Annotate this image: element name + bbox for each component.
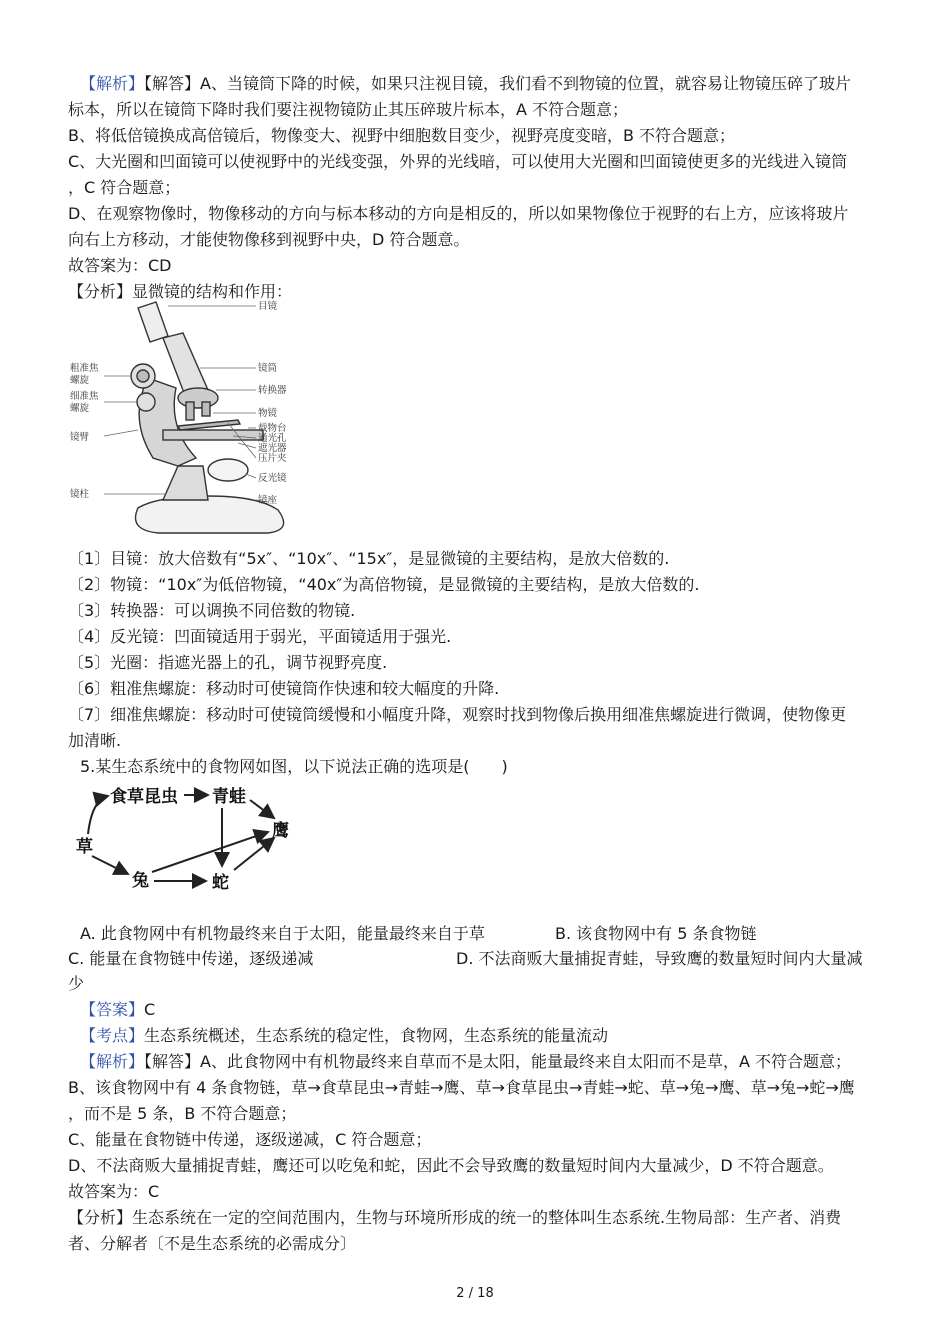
node-snake: 蛇 [212,873,229,893]
kaodian-row [80,1024,900,1048]
label-diaphragm: 遮光器 [258,443,287,454]
label-eyepiece: 目镜 [258,301,278,312]
analysis-line-4: C、大光圈和凹面镜可以使视野中的光线变强，外界的光线暗，可以使用大光圈和凹面镜使更多的光线进入镜筒 [68,152,848,171]
structure-item-7-cont: 加清晰. [68,731,122,750]
option-c[interactable]: C. 能量在食物链中传递，逐级递减 [68,949,314,968]
label-coarse-1: 粗准焦 [70,363,99,374]
option-d-cont: 少 [68,974,85,993]
fenxi-line-2: 者、分解者〔不是生态系统的必需成分〕 [68,1234,357,1253]
node-grass: 草 [76,837,93,857]
label-fine-2: 螺旋 [70,403,90,414]
answer-tag: 【答案】 [80,1000,145,1019]
structure-item-7: 〔7〕细准焦螺旋：移动时可使镜筒缓慢和小幅度升降，观察时找到物像后换用细准焦螺旋进行微调，使物像更 [68,705,847,724]
node-hawk: 鹰 [272,821,289,841]
label-arm: 镜臂 [70,432,90,443]
label-objective: 物镜 [258,408,278,419]
option-d[interactable]: D. 不法商贩大量捕捉青蛙，导致鹰的数量短时间内大量减 [456,949,863,968]
answer-row [80,998,900,1022]
answer-value: C [144,1000,156,1019]
label-stage-clip: 压片夹 [258,453,287,464]
label-tube: 镜筒 [258,363,278,374]
analysis-heading: 【分析】显微镜的结构和作用： [68,282,293,301]
food-web-diagram [72,780,302,898]
label-fine-1: 细准焦 [70,391,99,402]
analysis-line-1: 【解析】【解答】A、当镜筒下降的时候，如果只注视目镜，我们看不到物镜的位置，就容易让物镜压碎了玻片 [80,74,851,93]
node-insect: 食草昆虫 [110,787,178,807]
analysis-line-7: 向右上方移动，才能使物像移到视野中央，D 符合题意。 [68,230,470,249]
label-mirror: 反光镜 [258,473,287,484]
jieda-tag-2: 【解答】 [144,1052,201,1071]
label-aperture: 通光孔 [258,433,287,444]
node-rabbit: 兔 [132,871,149,891]
jiexi-line-2: B、该食物网中有 4 条食物链，草→食草昆虫→青蛙→鹰、草→食草昆虫→青蛙→蛇、草→兔→鹰、草→兔→蛇→鹰 [68,1078,855,1097]
structure-item-6: 〔6〕粗准焦螺旋：移动时可使镜筒作快速和较大幅度的升降. [68,679,500,698]
kaodian-text: 生态系统概述，生态系统的稳定性，食物网，生态系统的能量流动 [144,1026,609,1045]
jiexi-answer: 故答案为：C [68,1182,160,1201]
kaodian-tag: 【考点】 [80,1026,145,1045]
jiexi-line-5: D、不法商贩大量捕捉青蛙，鹰还可以吃兔和蛇，因此不会导致鹰的数量短时间内大量减少，D 不符合题意。 [68,1156,834,1175]
label-stage: 载物台 [258,423,287,434]
jiexi-line-3: ，而不是 5 条，B 不符合题意； [68,1104,297,1123]
arrow-snake-hawk [234,838,274,870]
jieda-tag: 【解答】 [144,74,201,93]
page-number: 2 / 18 [456,1286,494,1301]
jiexi-tag-2: 【解析】 [80,1052,145,1071]
structure-item-2: 〔2〕物镜：“10x″为低倍物镜，“40x″为高倍物镜，是显微镜的主要结构，是放大倍数的. [68,575,700,594]
analysis-line-3: B、将低倍镜换成高倍镜后，物像变大、视野中细胞数目变少，视野亮度变暗，B 不符合题意； [68,126,736,145]
option-a[interactable]: A. 此食物网中有机物最终来自于太阳，能量最终来自于草 [80,924,485,943]
jiexi-row: 【解析】【解答】A、此食物网中有机物最终来自草而不是太阳，能量最终来自太阳而不是草，A 不符合题意； [80,1052,852,1071]
structure-item-4: 〔4〕反光镜：凹面镜适用于弱光，平面镜适用于强光. [68,627,452,646]
label-coarse-2: 螺旋 [70,375,90,386]
jiexi-line-4: C、能量在食物链中传递，逐级递减，C 符合题意； [68,1130,432,1149]
label-base: 镜座 [258,495,278,506]
answer-line: 故答案为：CD [68,256,172,275]
structure-item-5: 〔5〕光圈：指遮光器上的孔，调节视野亮度. [68,653,388,672]
analysis-line-2: 标本，所以在镜筒下降时我们要注视物镜防止其压碎玻片标本，A 不符合题意； [68,100,629,119]
structure-item-1: 〔1〕目镜：放大倍数有“5x″、“10x″、“15x″，是显微镜的主要结构，是放大倍数的. [68,549,670,568]
analysis-line-6: D、在观察物像时，物像移动的方向与标本移动的方向是相反的，所以如果物像位于视野的右上方，应该将玻片 [68,204,849,223]
node-frog: 青蛙 [212,787,246,807]
arrow-rabbit-hawk [152,832,268,872]
option-b[interactable]: B. 该食物网中有 5 条食物链 [555,924,757,943]
label-nosepiece: 转换器 [258,385,287,396]
arrow-frog-hawk [250,800,274,818]
jiexi-tag: 【解析】 [80,74,145,93]
arrow-grass-rabbit [92,856,128,874]
label-pillar: 镜柱 [70,489,90,500]
fenxi-line-1: 【分析】生态系统在一定的空间范围内，生物与环境所形成的统一的整体叫生态系统.生物局部：生产者、消费 [68,1208,842,1227]
microscope-diagram [68,298,318,538]
structure-item-3: 〔3〕转换器：可以调换不同倍数的物镜. [68,601,356,620]
analysis-line-5: ，C 符合题意； [68,178,181,197]
question-5-stem: 5.某生态系统中的食物网如图，以下说法正确的选项是( ) [80,757,508,776]
arrow-grass-insect [88,796,108,834]
